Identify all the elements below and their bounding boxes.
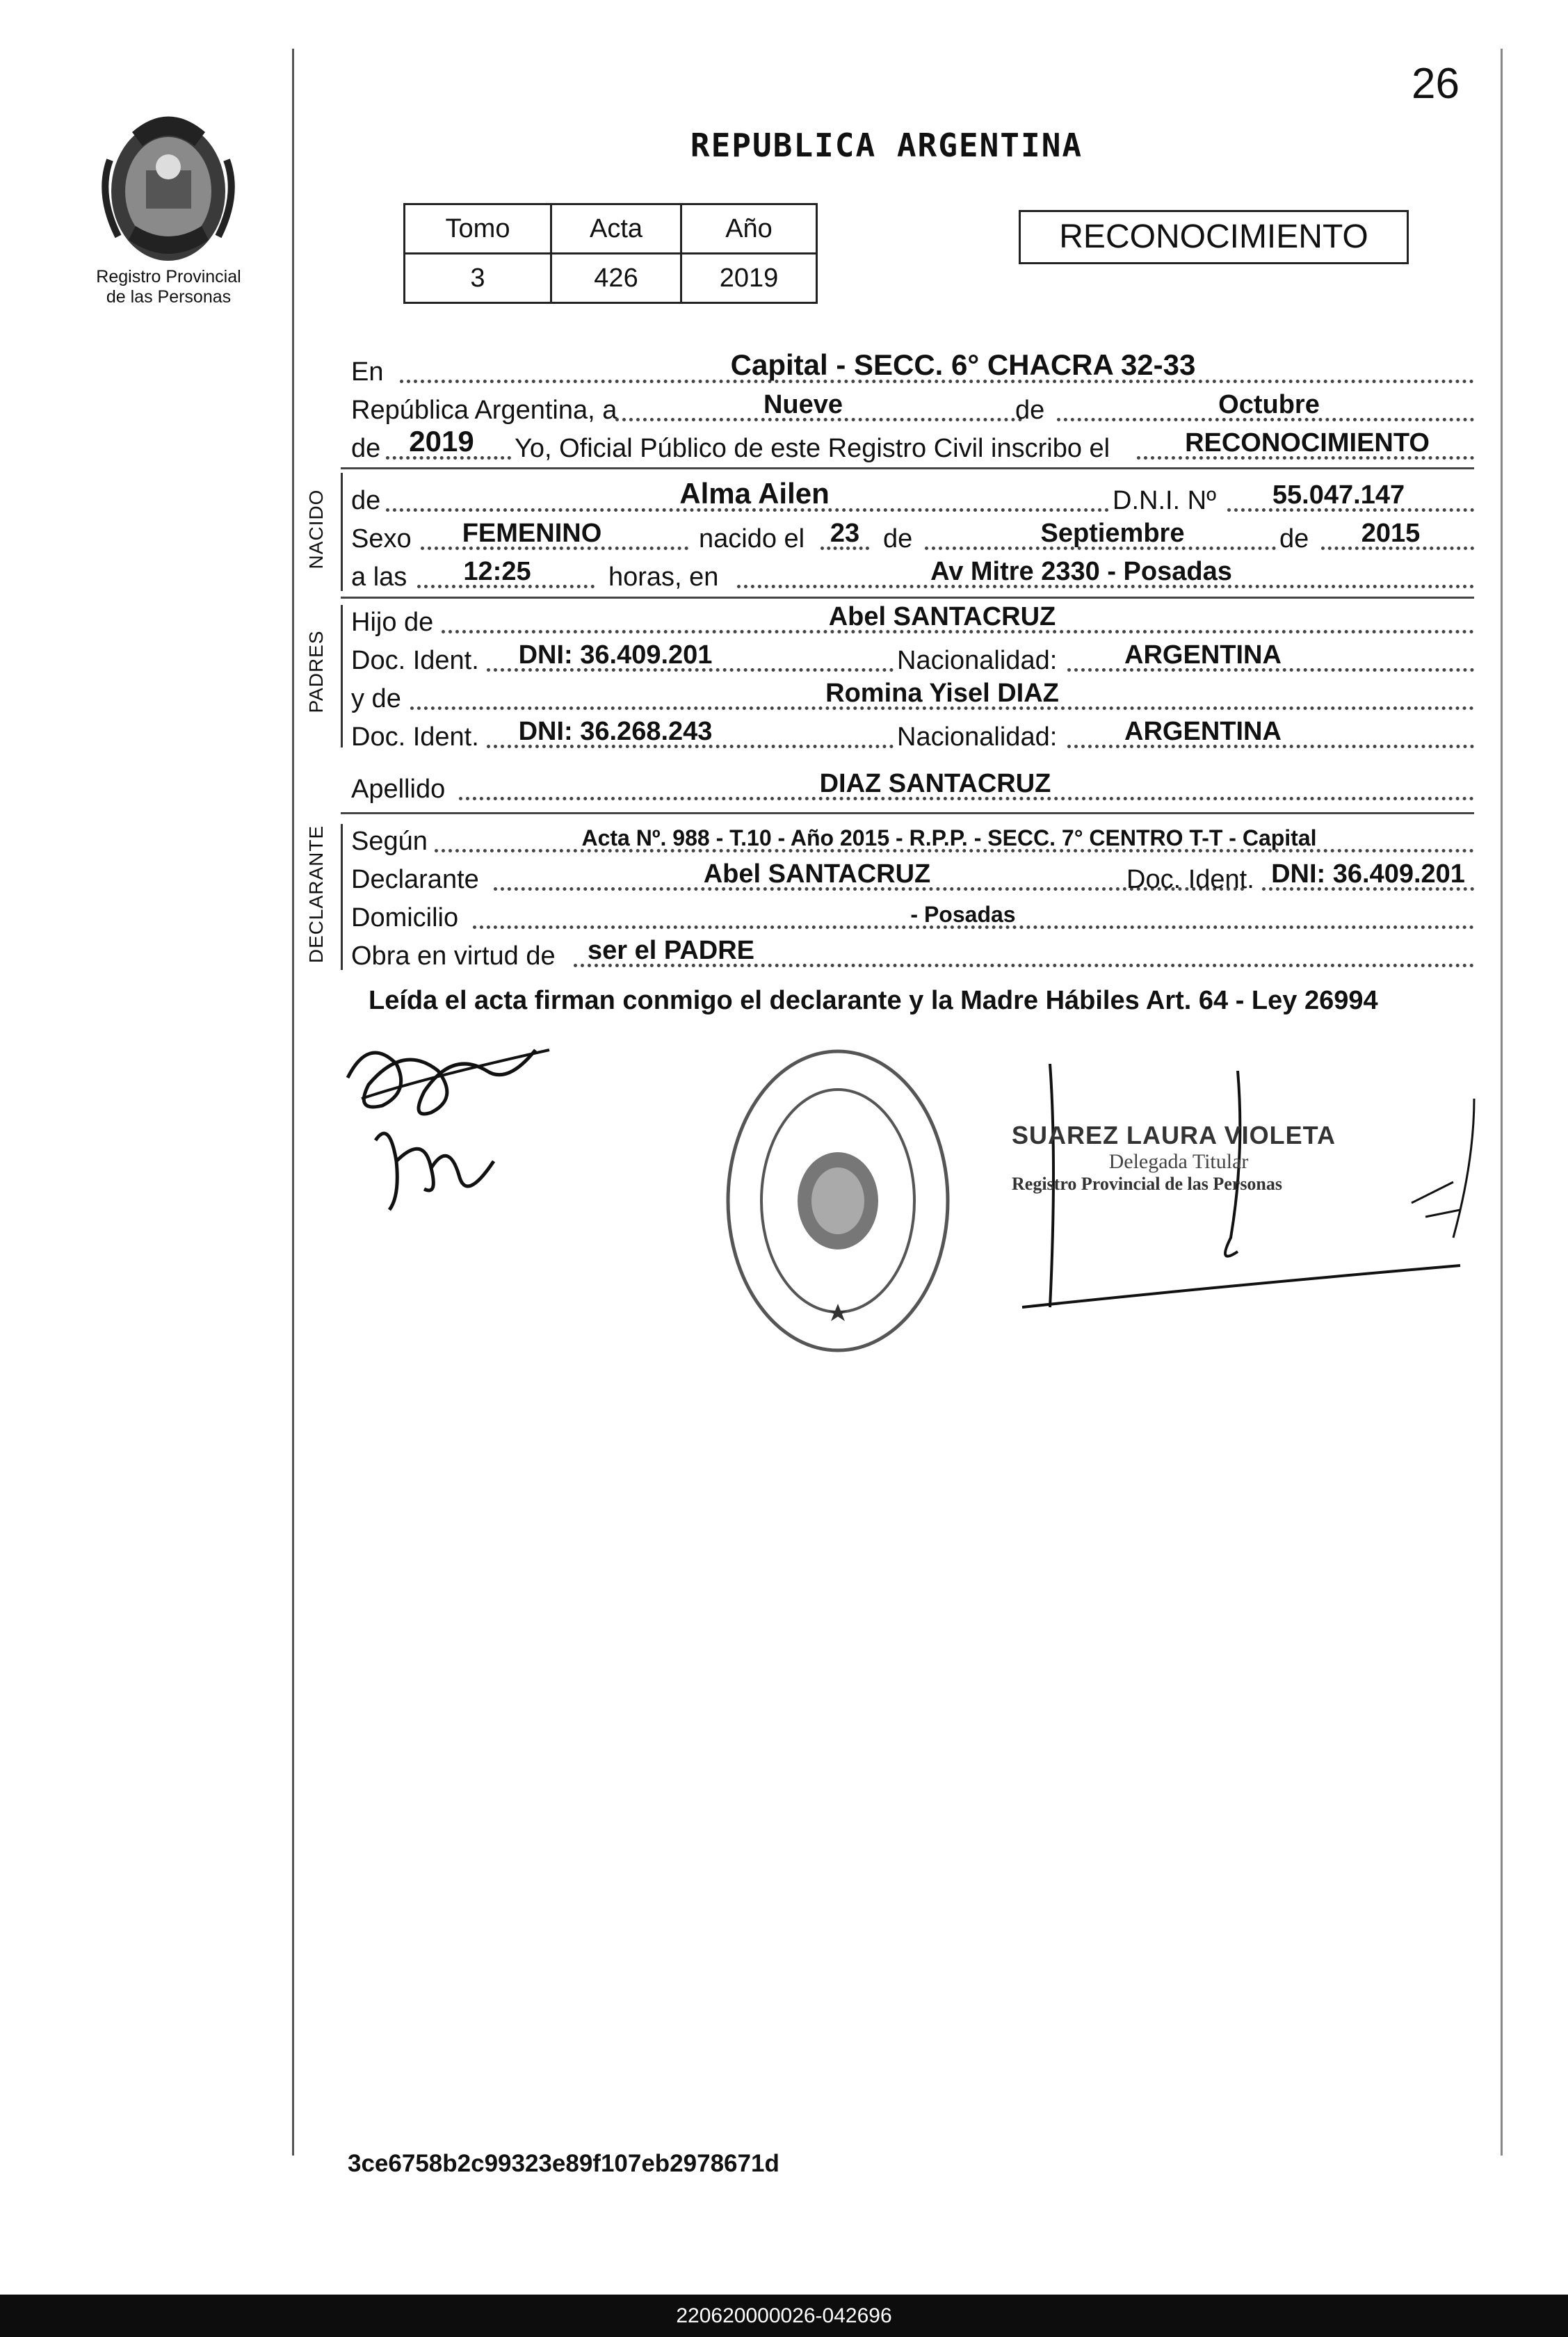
row-mother bbox=[351, 678, 1474, 717]
section-divider bbox=[341, 812, 1474, 814]
declarant-signature bbox=[327, 1022, 563, 1231]
nacido-bracket bbox=[341, 473, 343, 591]
nacionalidad-label: Nacionalidad: bbox=[897, 646, 1058, 675]
ano-header: Año bbox=[681, 204, 817, 254]
row-sexo bbox=[351, 518, 1474, 557]
republica-label: República Argentina, a bbox=[351, 396, 617, 425]
dni-label: D.N.I. Nº bbox=[1113, 486, 1216, 515]
nacido-side-label: NACIDO bbox=[305, 489, 327, 569]
tomo-value: 3 bbox=[405, 254, 551, 303]
row-republica bbox=[351, 389, 1474, 428]
domicilio-value: - Posadas bbox=[910, 902, 1016, 927]
de-label: de bbox=[351, 486, 381, 515]
footer-bar bbox=[0, 2295, 1568, 2337]
father-nationality-value: ARGENTINA bbox=[1124, 640, 1282, 670]
row-apellido bbox=[351, 768, 1474, 807]
section-divider bbox=[341, 597, 1474, 599]
de-label: de bbox=[1015, 396, 1045, 425]
segun-label: Según bbox=[351, 827, 428, 856]
row-name bbox=[351, 477, 1474, 519]
left-margin-line bbox=[292, 49, 294, 2156]
padres-bracket bbox=[341, 605, 343, 747]
registry-seal-logo bbox=[90, 104, 247, 271]
doc-ident-label: Doc. Ident. bbox=[1126, 865, 1254, 894]
declarante-doc-value: DNI: 36.409.201 bbox=[1271, 859, 1465, 889]
apellido-label: Apellido bbox=[351, 775, 446, 804]
nacido-label: nacido el bbox=[699, 524, 805, 553]
mother-name-value: Romina Yisel DIAZ bbox=[825, 679, 1059, 708]
registry-line-1: Registro Provincial bbox=[96, 267, 241, 286]
sexo-label: Sexo bbox=[351, 524, 412, 553]
a-las-label: a las bbox=[351, 563, 407, 592]
birth-year-value: 2015 bbox=[1361, 519, 1421, 548]
act-value: RECONOCIMIENTO bbox=[1185, 428, 1430, 458]
birth-month-value: Septiembre bbox=[1040, 519, 1185, 548]
ano-value: 2019 bbox=[681, 254, 817, 303]
birth-time-value: 12:25 bbox=[463, 557, 531, 586]
registry-line-2: de las Personas bbox=[106, 287, 232, 307]
declarante-value: Abel SANTACRUZ bbox=[703, 859, 931, 889]
row-domicilio bbox=[351, 897, 1474, 936]
row-segun bbox=[351, 820, 1474, 859]
officer-office: Registro Provincial de las Personas bbox=[1012, 1174, 1283, 1194]
nacionalidad-label: Nacionalidad: bbox=[897, 722, 1058, 752]
row-en bbox=[351, 348, 1474, 390]
row-obra bbox=[351, 935, 1474, 974]
father-doc-value: DNI: 36.409.201 bbox=[518, 640, 713, 670]
acta-value: 426 bbox=[551, 254, 681, 303]
hijo-label: Hijo de bbox=[351, 608, 434, 637]
padres-side-label: PADRES bbox=[305, 630, 327, 713]
declarante-label: Declarante bbox=[351, 865, 479, 894]
child-dni-value: 55.047.147 bbox=[1272, 480, 1405, 510]
year-value: 2019 bbox=[409, 425, 474, 458]
birth-place-value: Av Mitre 2330 - Posadas bbox=[930, 557, 1232, 586]
registry-caption bbox=[66, 267, 271, 307]
en-label: En bbox=[351, 357, 384, 387]
officer-title: Delegada Titular bbox=[1108, 1150, 1249, 1173]
obra-label: Obra en virtud de bbox=[351, 941, 556, 971]
y-de-label: y de bbox=[351, 684, 401, 713]
segun-value: Acta Nº. 988 - T.10 - Año 2015 - R.P.P. - SECC. 7° CENTRO T-T - Capital bbox=[581, 825, 1317, 850]
obra-value: ser el PADRE bbox=[587, 936, 755, 965]
row-year bbox=[351, 425, 1474, 467]
table-row bbox=[405, 204, 817, 254]
declarante-bracket bbox=[341, 824, 343, 970]
table-row bbox=[405, 254, 817, 303]
doc-ident-label: Doc. Ident. bbox=[351, 722, 479, 752]
officer-name-stamp bbox=[1012, 1121, 1345, 1195]
document-hash: 3ce6758b2c99323e89f107eb2978671d bbox=[348, 2150, 779, 2177]
footer-code: 220620000026-042696 bbox=[676, 2304, 892, 2327]
officer-name: SUAREZ LAURA VIOLETA bbox=[1012, 1121, 1336, 1149]
mother-nationality-value: ARGENTINA bbox=[1124, 717, 1282, 746]
de-label: de bbox=[883, 524, 913, 553]
document-type-box: RECONOCIMIENTO bbox=[1019, 210, 1409, 264]
page-title: REPUBLICA ARGENTINA bbox=[690, 127, 1083, 164]
surname-value: DIAZ SANTACRUZ bbox=[819, 769, 1051, 798]
birth-day-value: 23 bbox=[830, 519, 860, 548]
page-number: 26 bbox=[1412, 60, 1460, 108]
section-divider bbox=[341, 467, 1474, 469]
doc-ident-label: Doc. Ident. bbox=[351, 646, 479, 675]
right-margin-line bbox=[1501, 49, 1503, 2156]
child-name-value: Alma Ailen bbox=[679, 477, 830, 510]
tomo-header: Tomo bbox=[405, 204, 551, 254]
father-name-value: Abel SANTACRUZ bbox=[828, 602, 1056, 631]
de-label: de bbox=[351, 434, 381, 463]
domicilio-label: Domicilio bbox=[351, 903, 459, 932]
month-value: Octubre bbox=[1218, 390, 1320, 419]
row-declarante bbox=[351, 859, 1474, 898]
sexo-value: FEMENINO bbox=[462, 519, 602, 548]
inscribo-label: Yo, Oficial Público de este Registro Civil inscribo el bbox=[515, 434, 1110, 463]
place-value: Capital - SECC. 6° CHACRA 32-33 bbox=[730, 348, 1196, 381]
row-hora bbox=[351, 556, 1474, 595]
row-father bbox=[351, 601, 1474, 640]
row-mother-doc bbox=[351, 716, 1474, 755]
row-father-doc bbox=[351, 640, 1474, 679]
day-value: Nueve bbox=[763, 390, 843, 419]
declarante-side-label: DECLARANTE bbox=[305, 825, 327, 964]
closing-statement: Leída el acta firman conmigo el declarante y la Madre Hábiles Art. 64 - Ley 26994 bbox=[369, 986, 1378, 1015]
acta-header: Acta bbox=[551, 204, 681, 254]
de-label: de bbox=[1279, 524, 1309, 553]
official-stamp bbox=[723, 1046, 953, 1356]
horas-label: horas, en bbox=[608, 563, 719, 592]
mother-doc-value: DNI: 36.268.243 bbox=[518, 717, 713, 746]
volume-table bbox=[403, 203, 818, 304]
